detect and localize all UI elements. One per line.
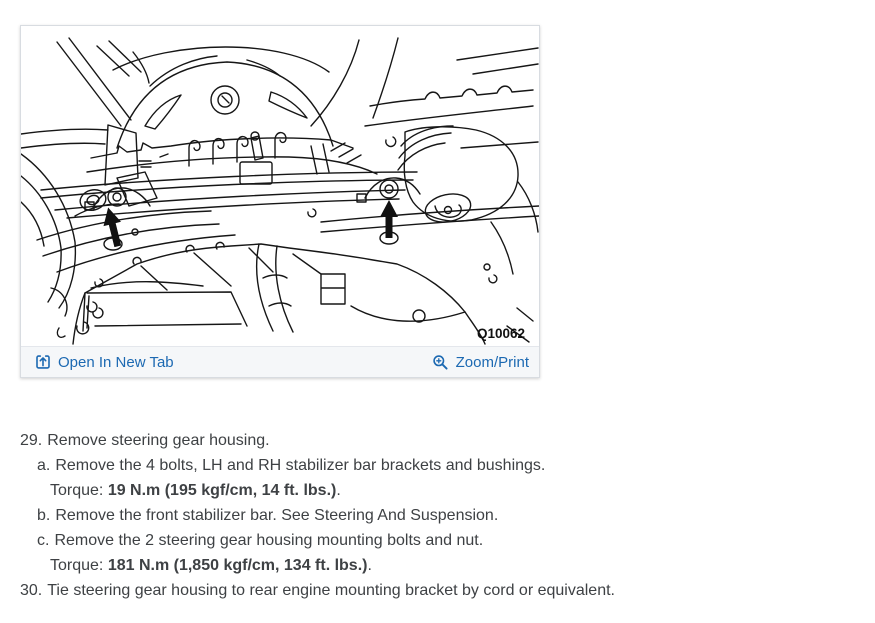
figure-panel [20, 25, 540, 378]
right-mounting-bolt-arrow [380, 200, 398, 238]
step-text: Tie steering gear housing to rear engine mounting bracket by cord or equivalent. [47, 582, 615, 599]
figure-toolbar [21, 346, 539, 377]
step-29-line [20, 428, 860, 453]
open-in-new-tab-label: Open In New Tab [58, 353, 174, 371]
step-text: Remove steering gear housing. [47, 432, 270, 449]
substep-letter: a. [37, 457, 51, 474]
torque-suffix: . [367, 557, 372, 574]
substep-a-line [20, 453, 860, 478]
left-mounting-bolt-arrow [99, 205, 126, 248]
step-30-line [20, 578, 860, 603]
substep-text: Remove the front stabilizer bar. See Steering And Suspension. [55, 507, 499, 524]
instructions [20, 428, 860, 603]
undercarriage-line-art [21, 26, 539, 346]
zoom-print-label: Zoom/Print [455, 353, 529, 371]
torque-value: 19 N.m (195 kgf/cm, 14 ft. lbs.) [107, 482, 337, 499]
figure-code-label: Q10062 [476, 326, 525, 341]
step-number: 29. [20, 432, 43, 449]
vehicle-underbody-drawing [21, 38, 539, 344]
torque-prefix: Torque: [50, 482, 108, 499]
substep-b-line [20, 503, 860, 528]
diagram-image [21, 26, 539, 346]
substep-text: Remove the 4 bolts, LH and RH stabilizer bar brackets and bushings. [55, 457, 546, 474]
substep-c-line [20, 528, 860, 553]
torque-a-line [20, 478, 860, 503]
substep-letter: b. [37, 507, 51, 524]
open-in-browser-icon [35, 354, 51, 370]
torque-value: 181 N.m (1,850 kgf/cm, 134 ft. lbs.) [107, 557, 368, 574]
torque-suffix: . [336, 482, 341, 499]
step-number: 30. [20, 582, 43, 599]
torque-c-line [20, 553, 860, 578]
substep-letter: c. [37, 532, 50, 549]
zoom-in-icon [432, 354, 449, 371]
open-in-new-tab-link[interactable] [35, 354, 174, 371]
substep-text: Remove the 2 steering gear housing mounting bolts and nut. [54, 532, 484, 549]
torque-prefix: Torque: [50, 557, 108, 574]
zoom-print-link[interactable] [432, 354, 529, 371]
